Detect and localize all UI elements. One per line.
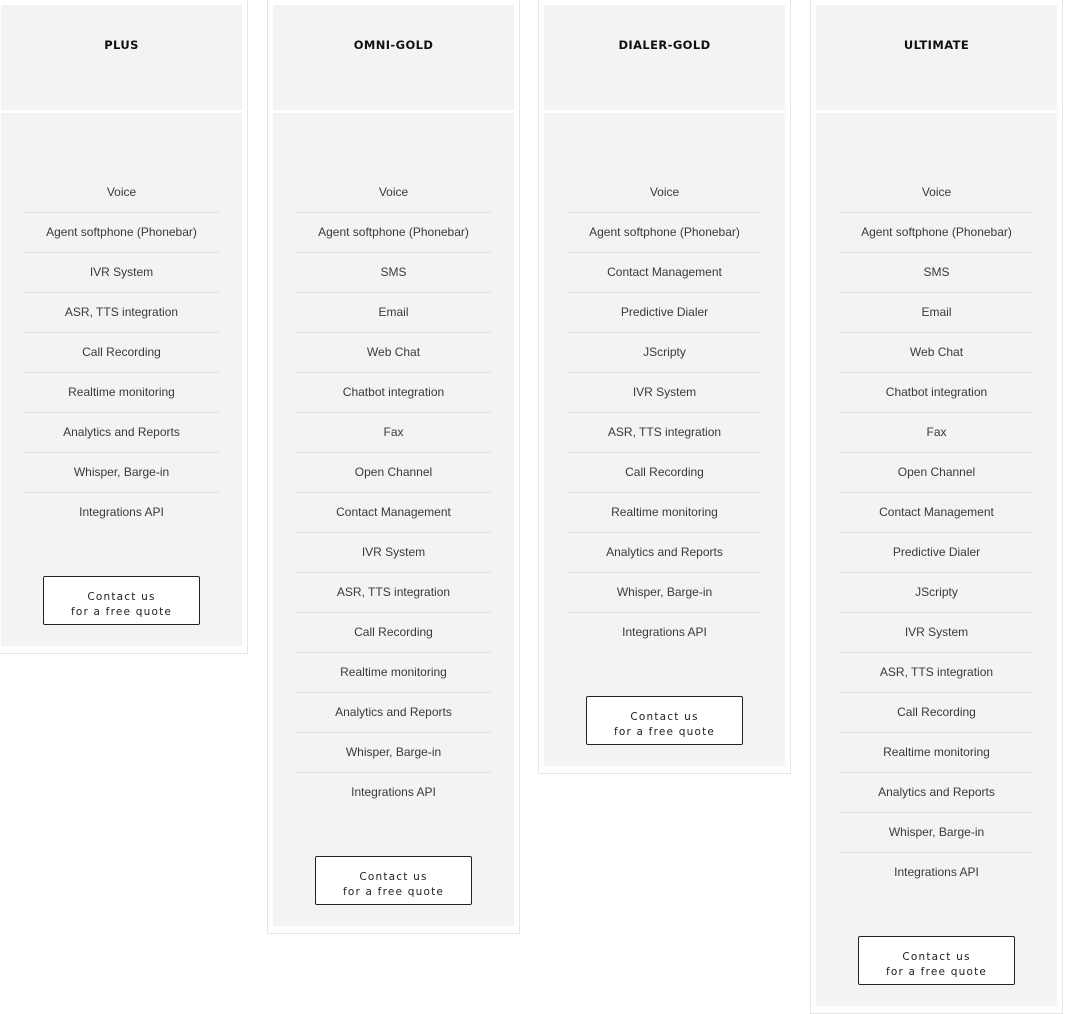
plan-card: [267, 0, 520, 934]
plan-body: [1, 113, 242, 646]
feature-item: Fax: [297, 413, 490, 453]
feature-item: Analytics and Reports: [297, 693, 490, 733]
feature-item: Analytics and Reports: [25, 413, 218, 453]
feature-item: Whisper, Barge-in: [568, 573, 761, 613]
feature-item: Agent softphone (Phonebar): [568, 213, 761, 253]
feature-item: Whisper, Barge-in: [840, 813, 1033, 853]
contact-us-button[interactable]: [315, 856, 472, 905]
feature-item: Integrations API: [622, 625, 707, 639]
feature-item: IVR System: [25, 253, 218, 293]
feature-item: Contact Management: [297, 493, 490, 533]
feature-item: Web Chat: [297, 333, 490, 373]
feature-item: ASR, TTS integration: [297, 573, 490, 613]
free-quote-label: for a free quote: [885, 965, 988, 978]
feature-list: [25, 173, 218, 532]
feature-item: Call Recording: [840, 693, 1033, 733]
feature-item: Whisper, Barge-in: [297, 733, 490, 773]
feature-item: JScripty: [568, 333, 761, 373]
contact-us-label: Contact us: [630, 710, 699, 723]
feature-item: Realtime monitoring: [297, 653, 490, 693]
plan-header: [273, 5, 514, 110]
contact-us-button[interactable]: [43, 576, 200, 625]
feature-item: Agent softphone (Phonebar): [840, 213, 1033, 253]
feature-item: Analytics and Reports: [840, 773, 1033, 813]
feature-list: [297, 173, 490, 812]
feature-item: Call Recording: [568, 453, 761, 493]
feature-item: Agent softphone (Phonebar): [297, 213, 490, 253]
feature-item: Call Recording: [25, 333, 218, 373]
feature-item: Voice: [568, 173, 761, 213]
feature-item: Predictive Dialer: [568, 293, 761, 333]
plan-title: OMNI-GOLD: [353, 38, 434, 52]
feature-item: Chatbot integration: [297, 373, 490, 413]
feature-item: JScripty: [840, 573, 1033, 613]
feature-item: Whisper, Barge-in: [25, 453, 218, 493]
feature-item: Fax: [840, 413, 1033, 453]
feature-item: Realtime monitoring: [568, 493, 761, 533]
feature-item: ASR, TTS integration: [840, 653, 1033, 693]
feature-item: Voice: [25, 173, 218, 213]
plan-header: [816, 5, 1057, 110]
feature-item: Analytics and Reports: [568, 533, 761, 573]
feature-item: Realtime monitoring: [25, 373, 218, 413]
feature-item: Email: [840, 293, 1033, 333]
feature-item: Chatbot integration: [840, 373, 1033, 413]
feature-item: Voice: [840, 173, 1033, 213]
plan-body: [544, 113, 785, 766]
plan-card: [538, 0, 791, 774]
free-quote-label: for a free quote: [342, 885, 445, 898]
contact-us-button[interactable]: [586, 696, 743, 745]
plan-card: [0, 0, 248, 654]
feature-list: [840, 173, 1033, 892]
feature-item: IVR System: [297, 533, 490, 573]
plan-body: [273, 113, 514, 926]
plan-title: PLUS: [104, 38, 139, 52]
feature-item: Integrations API: [79, 505, 164, 519]
feature-item: Integrations API: [351, 785, 436, 799]
feature-item: ASR, TTS integration: [568, 413, 761, 453]
contact-us-label: Contact us: [87, 590, 156, 603]
plan-title: ULTIMATE: [903, 38, 970, 52]
feature-item: Email: [297, 293, 490, 333]
feature-item: Voice: [297, 173, 490, 213]
feature-item: Contact Management: [568, 253, 761, 293]
feature-item: Agent softphone (Phonebar): [25, 213, 218, 253]
feature-item: Open Channel: [840, 453, 1033, 493]
feature-item: Predictive Dialer: [840, 533, 1033, 573]
feature-item: Integrations API: [894, 865, 979, 879]
plan-header: [1, 5, 242, 110]
plan-body: [816, 113, 1057, 1006]
contact-us-label: Contact us: [359, 870, 428, 883]
plan-card: [810, 0, 1063, 1014]
feature-item: IVR System: [840, 613, 1033, 653]
feature-item: ASR, TTS integration: [25, 293, 218, 333]
feature-item: Open Channel: [297, 453, 490, 493]
feature-item: Contact Management: [840, 493, 1033, 533]
free-quote-label: for a free quote: [70, 605, 173, 618]
contact-us-button[interactable]: [858, 936, 1015, 985]
plan-title: DIALER-GOLD: [618, 38, 711, 52]
feature-item: IVR System: [568, 373, 761, 413]
feature-item: SMS: [297, 253, 490, 293]
plan-header: [544, 5, 785, 110]
feature-item: SMS: [840, 253, 1033, 293]
feature-item: Web Chat: [840, 333, 1033, 373]
feature-item: Call Recording: [297, 613, 490, 653]
feature-item: Realtime monitoring: [840, 733, 1033, 773]
contact-us-label: Contact us: [902, 950, 971, 963]
feature-list: [568, 173, 761, 652]
free-quote-label: for a free quote: [613, 725, 716, 738]
